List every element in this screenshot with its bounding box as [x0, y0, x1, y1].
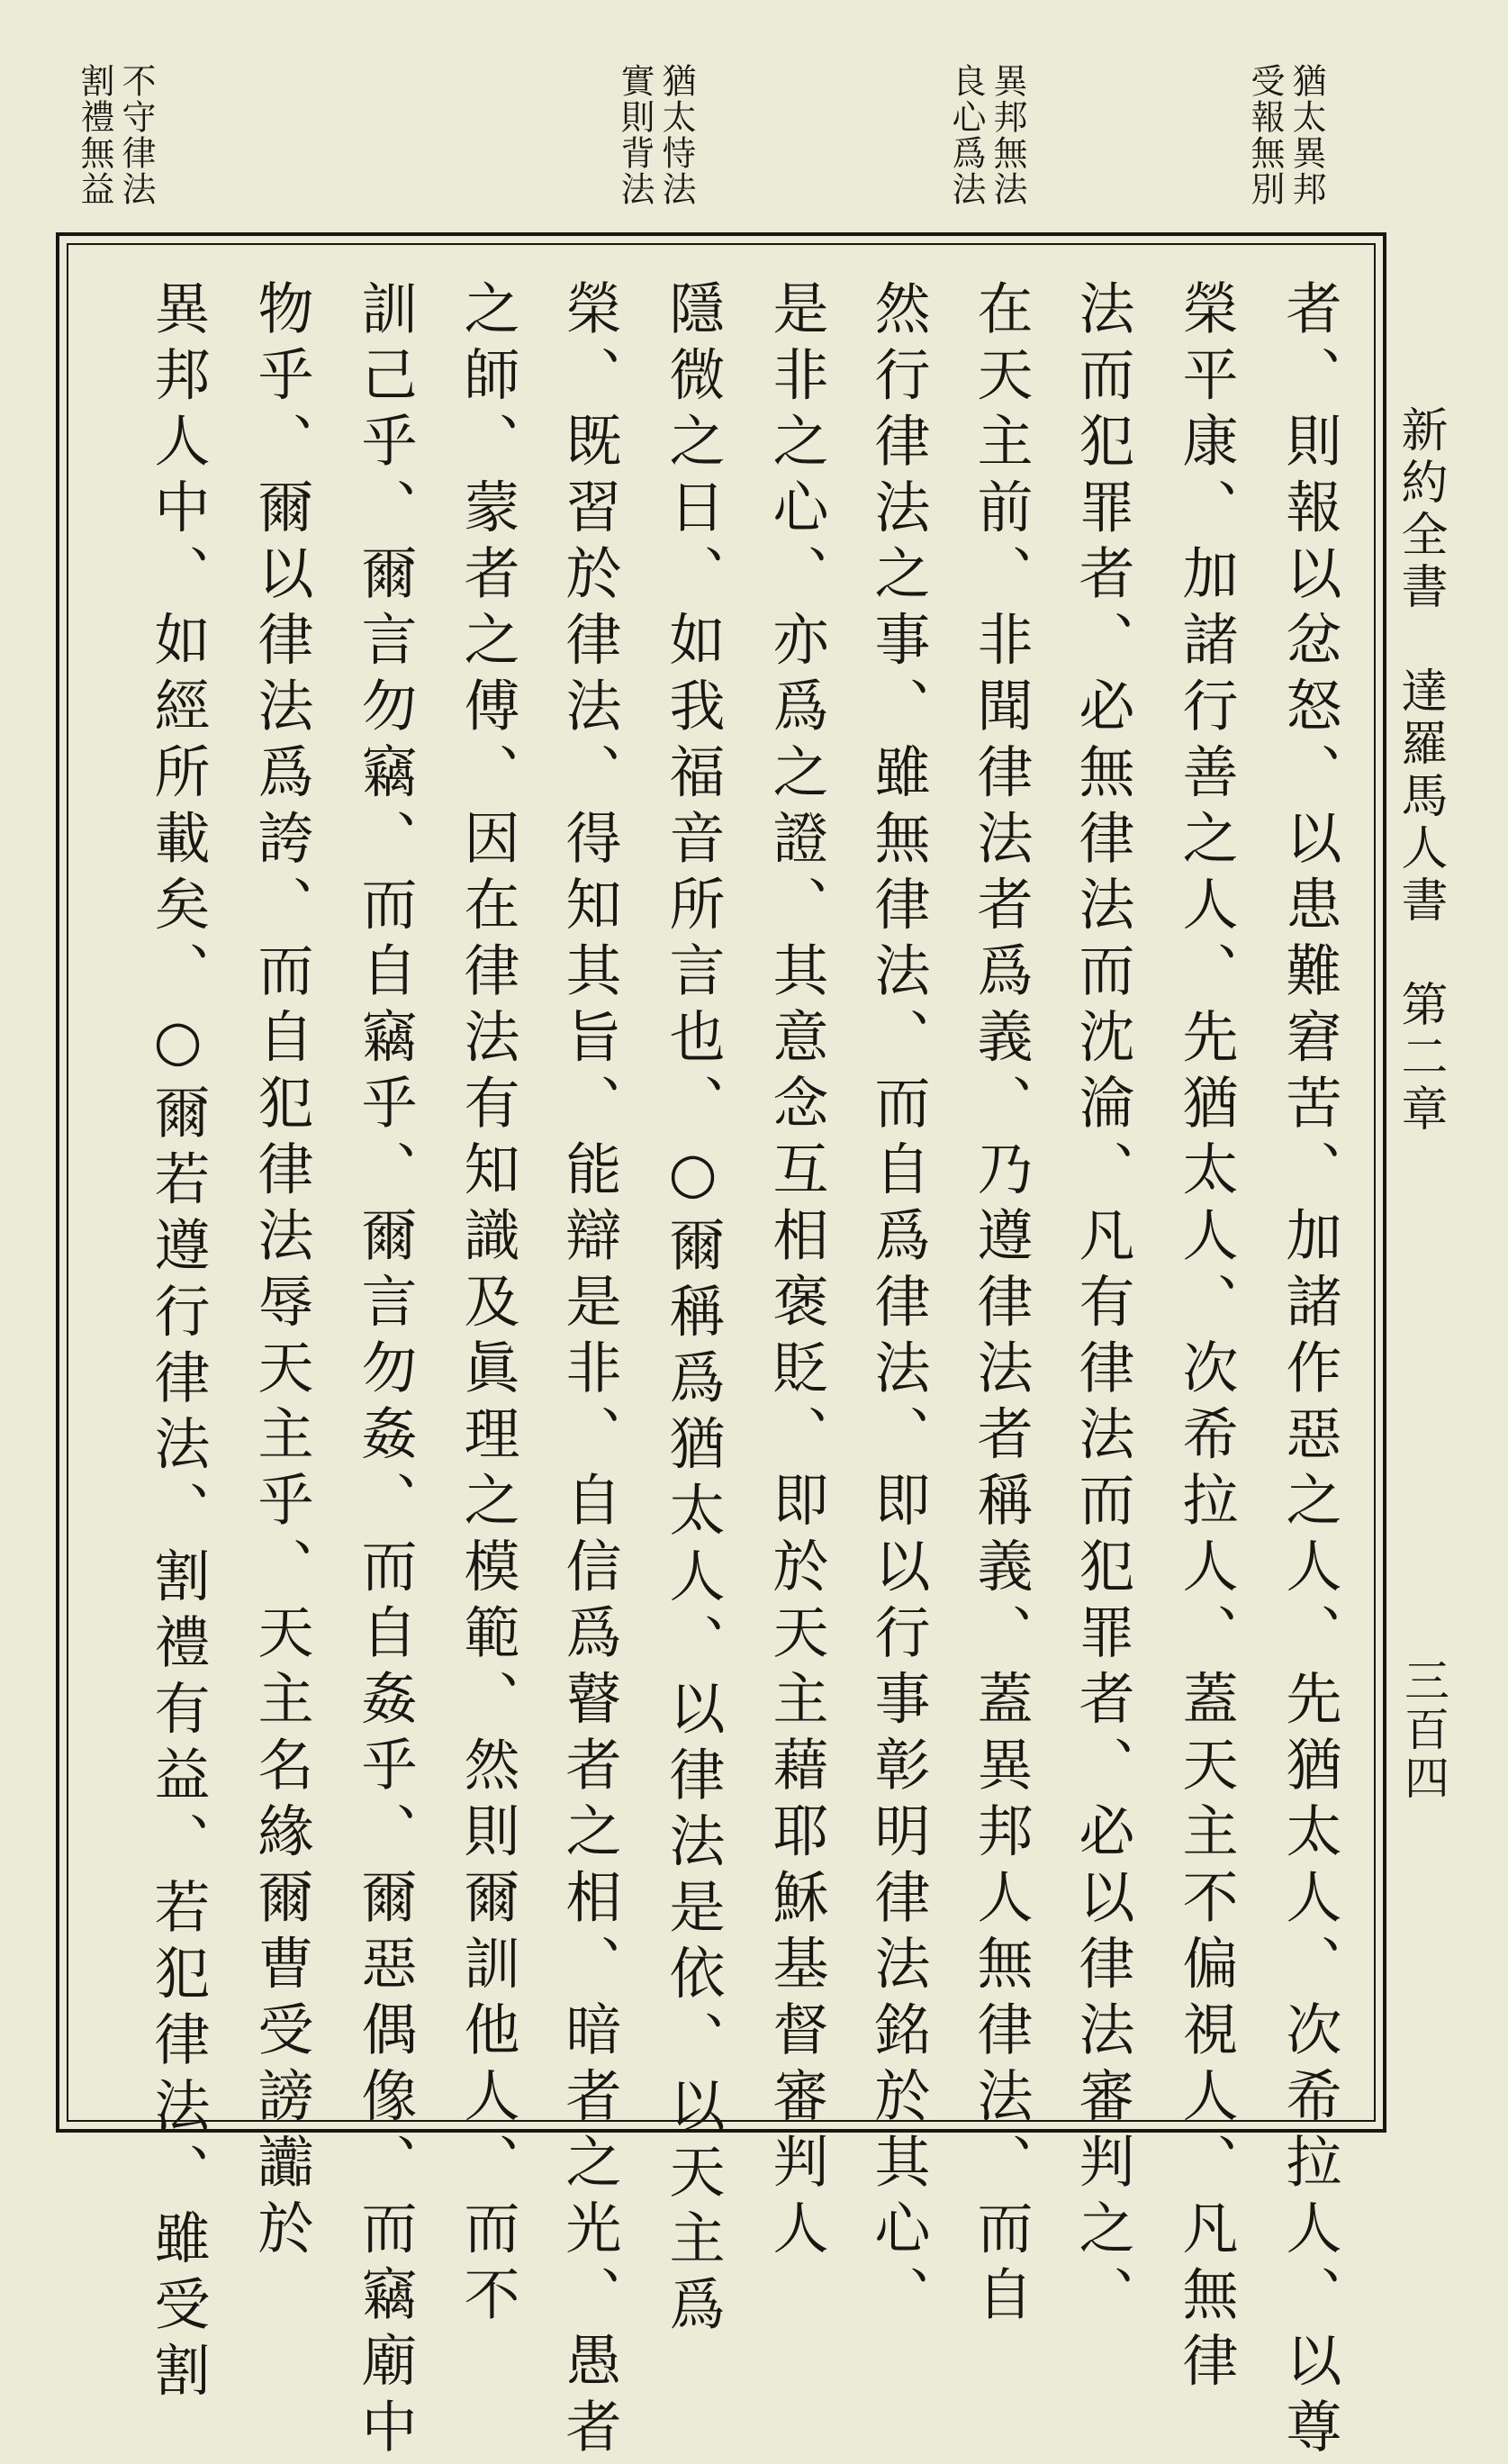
marginal-notes: [0, 63, 1508, 234]
marginal-note-1: 猶太異邦受報無別: [1245, 63, 1326, 207]
text-column-1: 者、則報以忿怒、以患難窘苦、加諸作惡之人、先猶太人、次希拉人、以尊: [1277, 279, 1342, 2464]
page-number: 三百四: [1397, 1657, 1449, 1803]
text-column-12: 異邦人中、如經所載矣、○爾若遵行律法、割禮有益、若犯律法、雖受割: [145, 279, 211, 2407]
running-head: 新約全書 達羅馬人書 第二章: [1393, 405, 1447, 1137]
marginal-note-4: 不守律法割禮無益: [75, 63, 156, 207]
text-column-11: 物乎、爾以律法爲誇、而自犯律法辱天主乎、天主名緣爾曹受謗讟於: [248, 279, 314, 2265]
text-column-9: 之師、蒙者之傅、因在律法有知識及眞理之模範、然則爾訓他人、而不: [455, 279, 520, 2332]
marginal-note-2: 異邦無法良心爲法: [946, 63, 1027, 207]
text-column-3: 法而犯罪者、必無律法而沈淪、凡有律法而犯罪者、必以律法審判之、: [1070, 279, 1135, 2332]
text-column-7: 隱微之日、如我福音所言也、○爾稱爲猶太人、以律法是依、以天主爲: [660, 279, 726, 2342]
text-column-5: 然行律法之事、雖無律法、而自爲律法、即以行事彰明律法銘於其心、: [865, 279, 931, 2332]
text-column-8: 榮、既習於律法、得知其旨、能辯是非、自信爲瞽者之相、暗者之光、愚者: [556, 279, 622, 2464]
text-column-10: 訓己乎、爾言勿竊、而自竊乎、爾言勿姦、而自姦乎、爾惡偶像、而竊廟中: [352, 279, 418, 2464]
text-column-4: 在天主前、非聞律法者爲義、乃遵律法者稱義、蓋異邦人無律法、而自: [968, 279, 1034, 2332]
text-column-6: 是非之心、亦爲之證、其意念互相褒貶、即於天主藉耶穌基督審判人: [763, 279, 829, 2265]
marginal-note-3: 猶太恃法實則背法: [615, 63, 696, 207]
text-column-2: 榮平康、加諸行善之人、先猶太人、次希拉人、蓋天主不偏視人、凡無律: [1173, 279, 1239, 2397]
